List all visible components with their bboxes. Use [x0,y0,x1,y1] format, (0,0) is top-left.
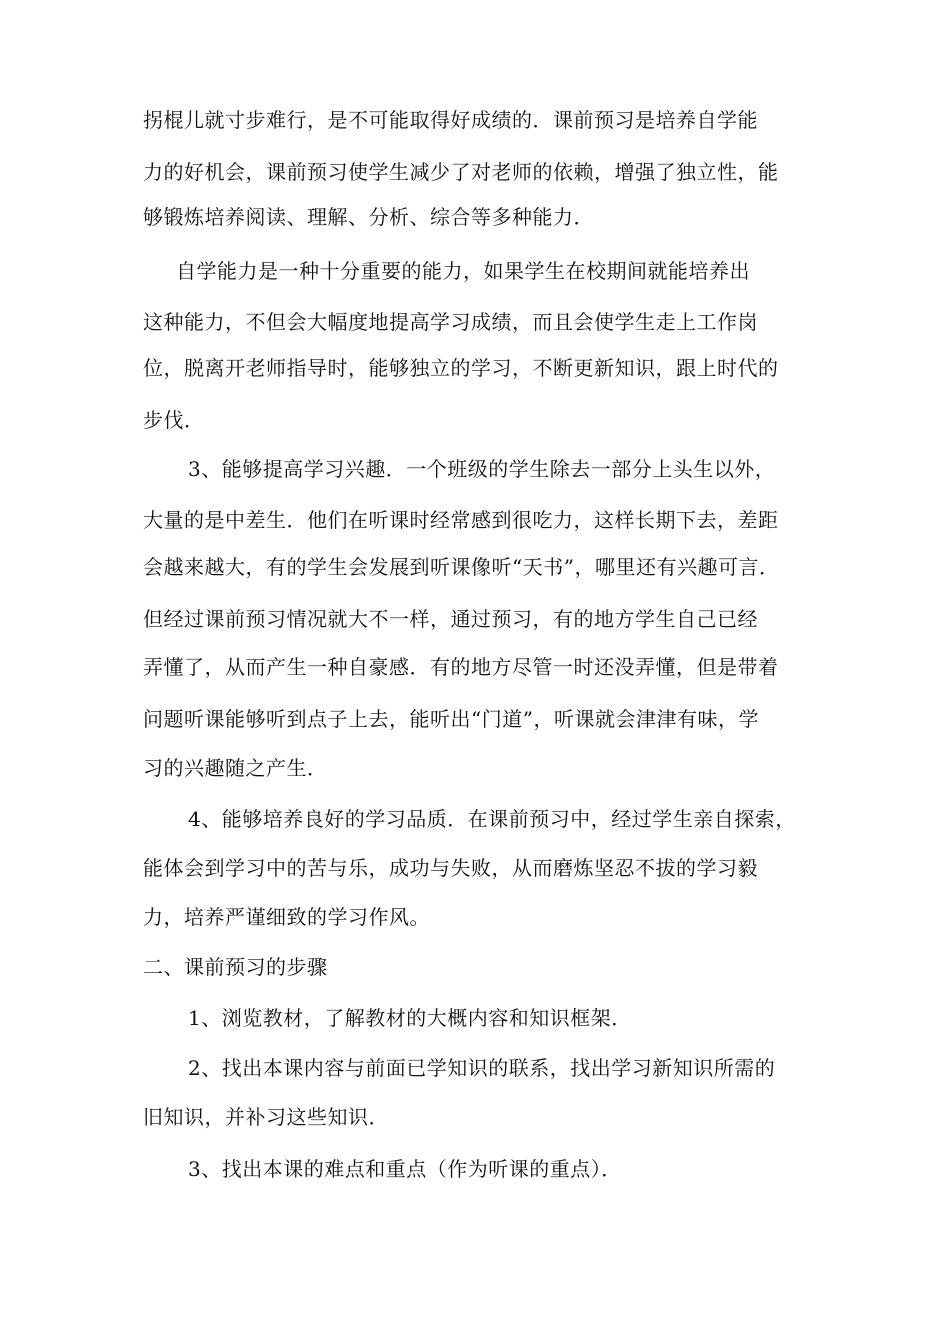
text-line: 能体会到学习中的苦与乐，成功与失败，从而磨炼坚忍不拔的学习毅 [143,856,758,880]
text-line: 旧知识，并补习这些知识． [143,1105,389,1129]
text-line: 问题听课能够听到点子上去，能听出“门道”，听课就会津津有味，学 [143,707,759,731]
text-line: 习的兴趣随之产生． [143,756,328,780]
text-line: 够锻炼培养阅读、理解、分析、综合等多种能力． [143,205,594,229]
text-line: 大量的是中差生．他们在听课时经常感到很吃力，这样长期下去，差距 [143,508,779,532]
text-line: 力，培养严谨细致的学习作风。 [143,905,430,929]
text-line: 位，脱离开老师指导时，能够独立的学习，不断更新知识，跟上时代的 [143,356,779,380]
text-line: 自学能力是一种十分重要的能力，如果学生在校期间就能培养出 [176,259,750,283]
section-heading: 二、课前预习的步骤 [143,955,328,979]
text-line: 会越来越大，有的学生会发展到听课像听“天书”，哪里还有兴趣可言． [143,555,780,579]
text-line: 这种能力，不但会大幅度地提高学习成绩，而且会使学生走上工作岗 [143,310,758,334]
text-line: 拐棍儿就寸步难行，是不可能取得好成绩的．课前预习是培养自学能 [143,108,758,132]
text-line: 3、能够提高学习兴趣．一个班级的学生除去一部分上头生以外， [188,457,776,481]
text-line: 4、能够培养良好的学习品质．在课前预习中，经过学生亲自探索， [188,807,796,831]
text-line: 弄懂了，从而产生一种自豪感．有的地方尽管一时还没弄懂，但是带着 [143,655,779,679]
text-line: 1、浏览教材，了解教材的大概内容和知识框架． [188,1006,632,1030]
text-line: 但经过课前预习情况就大不一样，通过预习，有的地方学生自己已经 [143,607,758,631]
text-line: 力的好机会，课前预习使学生减少了对老师的依赖，增强了独立性，能 [143,160,779,184]
text-line: 步伐． [143,408,205,432]
text-line: 3、找出本课的难点和重点（作为听课的重点）． [188,1157,622,1181]
text-line: 2、找出本课内容与前面已学知识的联系，找出学习新知识所需的 [188,1056,776,1080]
